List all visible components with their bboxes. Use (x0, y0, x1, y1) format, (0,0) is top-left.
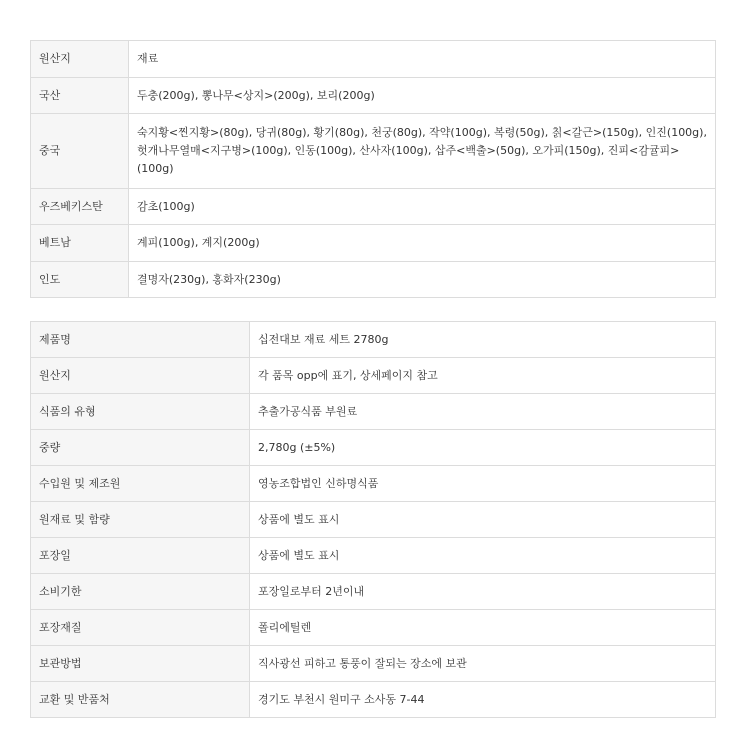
product-value-cell: 상품에 별도 표시 (250, 538, 716, 574)
product-label-cell: 식품의 유형 (31, 394, 250, 430)
origin-ingredients-cell: 두충(200g), 뽕나무<상지>(200g), 보리(200g) (129, 78, 716, 114)
product-value-cell: 직사광선 피하고 통풍이 잘되는 장소에 보관 (250, 646, 716, 682)
origin-ingredients-cell: 감초(100g) (129, 189, 716, 225)
table-row (31, 114, 716, 189)
origin-ingredients-cell: 계피(100g), 계지(200g) (129, 225, 716, 262)
product-label-cell: 교환 및 반품처 (31, 682, 250, 718)
origin-ingredients-cell: 결명자(230g), 홍화자(230g) (129, 262, 716, 298)
origin-country-cell: 우즈베키스탄 (31, 189, 129, 225)
product-value-cell: 추출가공식품 부원료 (250, 394, 716, 430)
product-label-cell: 포장재질 (31, 610, 250, 646)
product-label-cell: 원산지 (31, 358, 250, 394)
origin-country-cell: 베트남 (31, 225, 129, 262)
table-row (31, 538, 716, 574)
table-row (31, 189, 716, 225)
table-row (31, 78, 716, 114)
product-value-cell: 폴리에틸렌 (250, 610, 716, 646)
table-row (31, 646, 716, 682)
origin-country-cell: 국산 (31, 78, 129, 114)
origin-header-country: 원산지 (31, 41, 129, 78)
table-row (31, 574, 716, 610)
product-value-cell: 각 품목 opp에 표기, 상세페이지 참고 (250, 358, 716, 394)
product-value-cell: 2,780g (±5%) (250, 430, 716, 466)
table-row (31, 430, 716, 466)
product-value-cell: 십전대보 재료 세트 2780g (250, 322, 716, 358)
table-row (31, 502, 716, 538)
product-label-cell: 포장일 (31, 538, 250, 574)
product-label-cell: 수입원 및 제조원 (31, 466, 250, 502)
table-row (31, 610, 716, 646)
origin-table-header-row (31, 41, 716, 78)
product-label-cell: 보관방법 (31, 646, 250, 682)
origin-header-ingredients: 재료 (129, 41, 716, 78)
origin-country-cell: 인도 (31, 262, 129, 298)
product-info-table (30, 321, 716, 718)
table-row (31, 394, 716, 430)
product-value-cell: 상품에 별도 표시 (250, 502, 716, 538)
product-label-cell: 소비기한 (31, 574, 250, 610)
table-row (31, 262, 716, 298)
product-value-cell: 영농조합법인 신하명식품 (250, 466, 716, 502)
origin-table (30, 40, 716, 298)
table-row (31, 682, 716, 718)
table-row (31, 358, 716, 394)
product-label-cell: 원재료 및 함량 (31, 502, 250, 538)
product-label-cell: 중량 (31, 430, 250, 466)
table-row (31, 466, 716, 502)
product-label-cell: 제품명 (31, 322, 250, 358)
table-row (31, 225, 716, 262)
product-value-cell: 경기도 부천시 원미구 소사동 7-44 (250, 682, 716, 718)
table-row (31, 322, 716, 358)
product-value-cell: 포장일로부터 2년이내 (250, 574, 716, 610)
origin-country-cell: 중국 (31, 114, 129, 189)
origin-ingredients-cell: 숙지황<찐지황>(80g), 당귀(80g), 황기(80g), 천궁(80g), 작약(100g), 복령(50g), 칡<갈근>(150g), 인진(100g), 헛개나무열매<지구병>(100g), 인동(100g), 산사자(100g), 삽주<백출>(50g), 오가피(150g), 진피<감귤피>(100g) (129, 114, 716, 189)
